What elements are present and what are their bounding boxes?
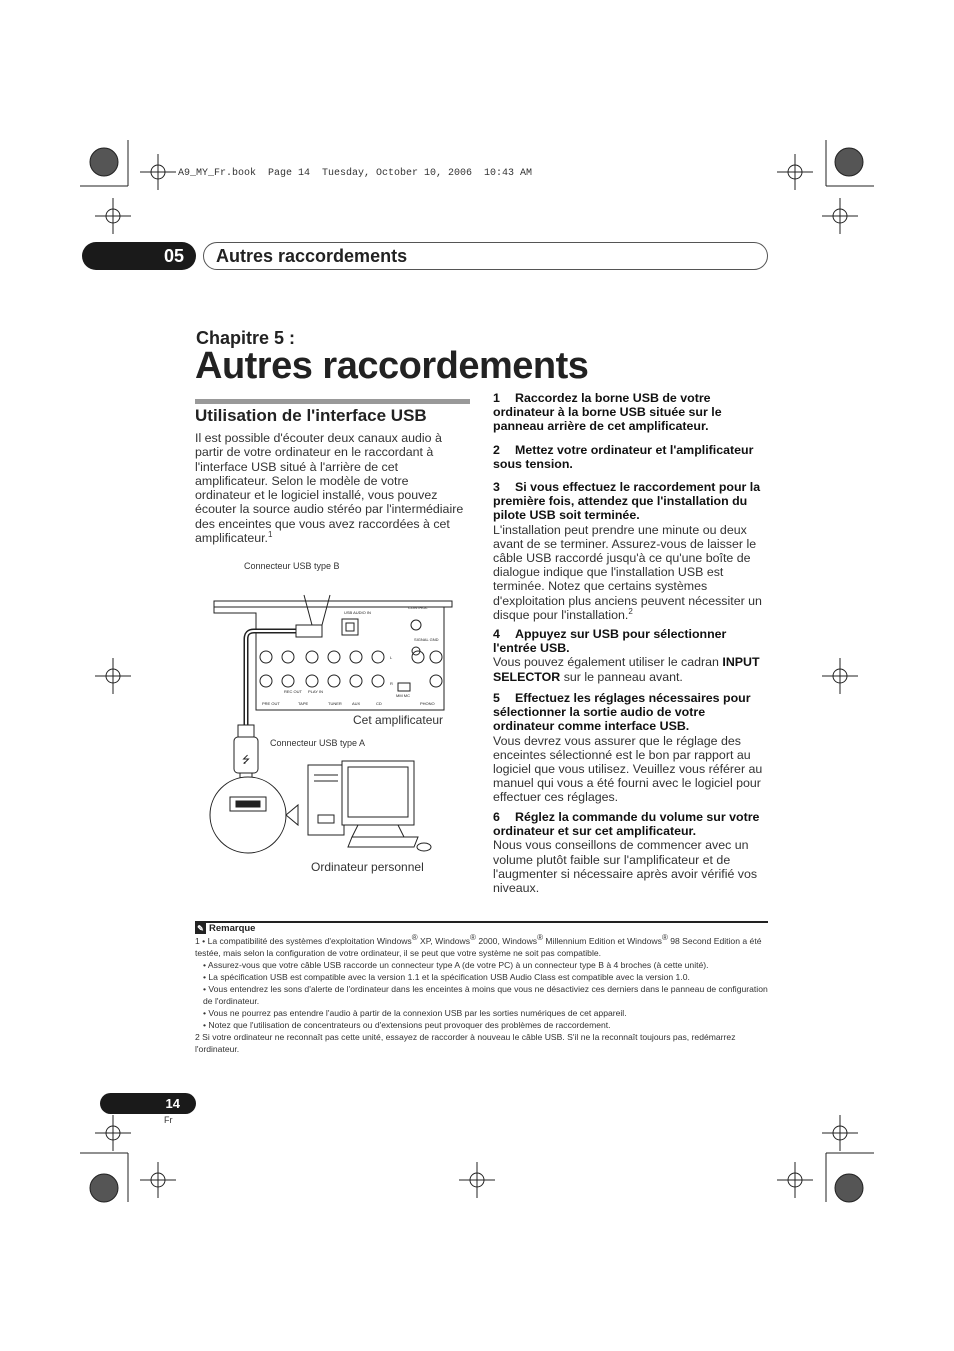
notes-rule — [195, 921, 768, 923]
chapter-header-bar: Autres raccordements — [203, 242, 768, 270]
panel-r-label: R — [390, 681, 393, 686]
step-2: 2 Mettez votre ordinateur et l'amplificateur sous tension. — [493, 443, 754, 472]
chapter-number-badge: 05 — [82, 242, 196, 270]
note-1: 1 • La compatibilité des systèmes d'exploitation Windows® XP, Windows® 2000, Windows® Millennium Edition et Windows® 98 Second Edition a été testée, mais selon la configuration de votre ordinateur, il se peut que votre système ne soit pas compatible. — [195, 933, 762, 958]
panel-play-in-label: PLAY IN — [308, 689, 323, 694]
panel-aux-label: AUX — [352, 701, 361, 706]
note-bullet-4: • Vous entendrez les sons d'alerte de l'ordinateur dans les enceintes à moins que vous ne désactiviez ces derniers dans le panneau de configuration de l'ordinateur. — [203, 984, 768, 1006]
notes-heading: ✎ Remarque — [195, 923, 255, 934]
panel-signal-label: SIGNAL GND — [414, 637, 439, 642]
section-intro-text: Il est possible d'écouter deux canaux audio à partir de votre ordinateur en le raccordant à l'interface USB situé à l'arrière de cet amplificateur. Selon le modèle de votre ordinateur et le logiciel installé, vous pouvez écouter la source audio stéréo par l'intermédiaire des enceintes que vous avez raccordées à cet amplificateur. — [195, 431, 464, 546]
note-bullet-5: • Vous ne pourrez pas entendre l'audio à partir de la connexion USB par les sorties numériques de cet appareil. — [203, 1008, 627, 1018]
step-4: 4 Appuyez sur USB pour sélectionner l'entrée USB. Vous pouvez également utiliser le cadran INPUT SELECTOR sur le panneau avant. — [493, 627, 760, 684]
step-6: 6 Réglez la commande du volume sur votre ordinateur et sur cet amplificateur. Nous vous conseillons de commencer avec un volume plutôt faible sur l'amplificateur et de l'augmenter si nécessaire après avoir vérifié vos niveaux. — [493, 810, 760, 896]
svg-text:⭍: ⭍ — [241, 755, 251, 766]
section-title: Utilisation de l'interface USB — [195, 406, 427, 425]
page-language: Fr — [164, 1115, 173, 1125]
book-line: A9_MY_Fr.book Page 14 Tuesday, October 10, 2006 10:43 AM — [178, 168, 533, 179]
caption-usb-type-b: Connecteur USB type B — [244, 561, 340, 571]
step-5: 5 Effectuez les réglages nécessaires pour sélectionner la sortie audio de votre ordinateur comme interface USB. Vous devrez vous assurer que le réglage des enceintes sélectionné est le bon par rapport au logiciel que vous utilisez. Veuillez vous référer au manuel qui vous a été fourni avec le logiciel pour effectuer ces réglages. — [493, 691, 763, 805]
panel-control-label: CONTROL — [408, 605, 428, 610]
section-rule — [195, 399, 470, 404]
section-intro — [195, 431, 465, 545]
note-bullet-2: • Assurez-vous que votre câble USB raccorde un connecteur type A (de votre PC) à un connecteur type B à 4 broches (à cette unité). — [203, 960, 709, 970]
page-number: 14 — [100, 1093, 196, 1114]
chapter-title: Autres raccordements — [195, 345, 589, 387]
panel-rec-out-label: REC OUT — [284, 689, 302, 694]
caption-usb-type-a: Connecteur USB type A — [270, 738, 366, 748]
step-3: 3 Si vous effectuez le raccordement pour la première fois, attendez que l'installation du pilote USB soit terminée. L'installation peut prendre une minute ou deux avant de se terminer. Assurez-vous de laisser le câble USB raccordé jusqu'à ce qu'une boîte de dialogue indique que l'installation USB est terminée. Notez que certains systèmes d'exploitation plus anciens peuvent nécessiter un disque pour l'installation.$^2$ — [493, 480, 762, 622]
panel-phono-label: PHONO — [420, 701, 435, 706]
footnote-ref-2: 2 — [628, 606, 633, 616]
note-bullet-6: • Notez que l'utilisation de concentrateurs ou d'extensions peut provoquer des problèmes de raccordement. — [203, 1020, 611, 1030]
panel-tape-label: TAPE — [298, 701, 309, 706]
notes-body — [195, 935, 768, 1055]
panel-pre-out-label: PRE OUT — [262, 701, 280, 706]
chapter-label: Chapitre 5 : — [196, 328, 296, 348]
note-2: 2 Si votre ordinateur ne reconnaît pas cette unité, essayez de raccorder à nouveau le câble USB. S'il ne la reconnaît toujours pas, redémarrez l'ordinateur. — [195, 1032, 736, 1054]
note-icon: ✎ — [195, 923, 206, 934]
panel-usb-label: USB AUDIO IN — [344, 610, 371, 615]
panel-l-label: L — [390, 655, 393, 660]
note-bullet-3: • La spécification USB est compatible avec la version 1.1 et la spécification USB Audio Class est compatible avec la version 1.0. — [203, 972, 690, 982]
step-1: 1 Raccordez la borne USB de votre ordinateur à la borne USB située sur le panneau arrière de cet amplificateur. — [493, 391, 722, 434]
panel-tuner-label: TUNER — [328, 701, 342, 706]
caption-personal-computer: Ordinateur personnel — [311, 860, 424, 874]
panel-cd-label: CD — [376, 701, 382, 706]
footnote-ref-1: 1 — [268, 529, 273, 539]
panel-mm-mc-label: MM MC — [396, 693, 410, 698]
caption-amplifier: Cet amplificateur — [353, 713, 444, 727]
